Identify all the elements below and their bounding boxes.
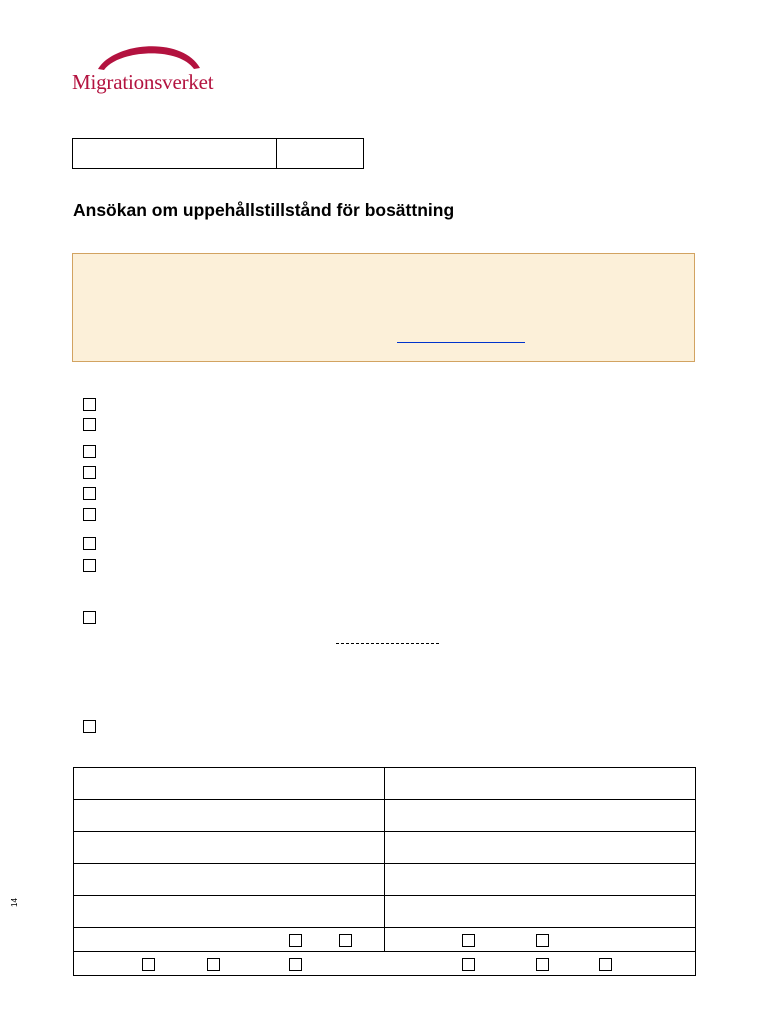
- checkbox-row7-f[interactable]: [599, 958, 612, 971]
- checkbox-option-5[interactable]: [83, 487, 96, 500]
- checkbox-row6-a[interactable]: [289, 934, 302, 947]
- migrationsverket-logo: [72, 38, 224, 96]
- field-row4-left[interactable]: [74, 864, 385, 896]
- checkbox-option-6[interactable]: [83, 508, 96, 521]
- checkbox-row7-b[interactable]: [207, 958, 220, 971]
- personal-details-table: [73, 767, 696, 976]
- field-row2-right[interactable]: [385, 800, 696, 832]
- checkbox-option-1[interactable]: [83, 398, 96, 411]
- info-link[interactable]: [397, 342, 525, 343]
- arch-logo-icon: [94, 38, 204, 70]
- checkbox-row6-b[interactable]: [339, 934, 352, 947]
- field-row6-right: [385, 928, 696, 952]
- reference-field-2[interactable]: [277, 139, 363, 168]
- checkbox-row6-c[interactable]: [462, 934, 475, 947]
- field-row1-left[interactable]: [74, 768, 385, 800]
- field-row3-right[interactable]: [385, 832, 696, 864]
- field-row2-left[interactable]: [74, 800, 385, 832]
- logo-wordmark: Migrationsverket: [72, 70, 214, 94]
- field-row5-left[interactable]: [74, 896, 385, 928]
- checkbox-option-9[interactable]: [83, 611, 96, 624]
- case-reference-box: [72, 138, 364, 169]
- form-title: Ansökan om uppehållstillstånd för bosättning: [73, 200, 455, 220]
- checkbox-option-2[interactable]: [83, 418, 96, 431]
- checkbox-row7-a[interactable]: [142, 958, 155, 971]
- checkbox-row6-d[interactable]: [536, 934, 549, 947]
- page-number: 14: [9, 898, 19, 907]
- checkbox-option-7[interactable]: [83, 537, 96, 550]
- field-row3-left[interactable]: [74, 832, 385, 864]
- checkbox-row7-d[interactable]: [462, 958, 475, 971]
- checkbox-option-4[interactable]: [83, 466, 96, 479]
- field-row7: [74, 952, 696, 976]
- field-row5-right[interactable]: [385, 896, 696, 928]
- field-row4-right[interactable]: [385, 864, 696, 896]
- checkbox-option-10[interactable]: [83, 720, 96, 733]
- reference-field-1[interactable]: [73, 139, 277, 168]
- checkbox-row7-c[interactable]: [289, 958, 302, 971]
- checkbox-option-3[interactable]: [83, 445, 96, 458]
- field-row1-right[interactable]: [385, 768, 696, 800]
- checkbox-option-8[interactable]: [83, 559, 96, 572]
- dashed-separator: [336, 643, 439, 644]
- field-row6-left: [74, 928, 385, 952]
- info-box: [72, 253, 695, 362]
- checkbox-row7-e[interactable]: [536, 958, 549, 971]
